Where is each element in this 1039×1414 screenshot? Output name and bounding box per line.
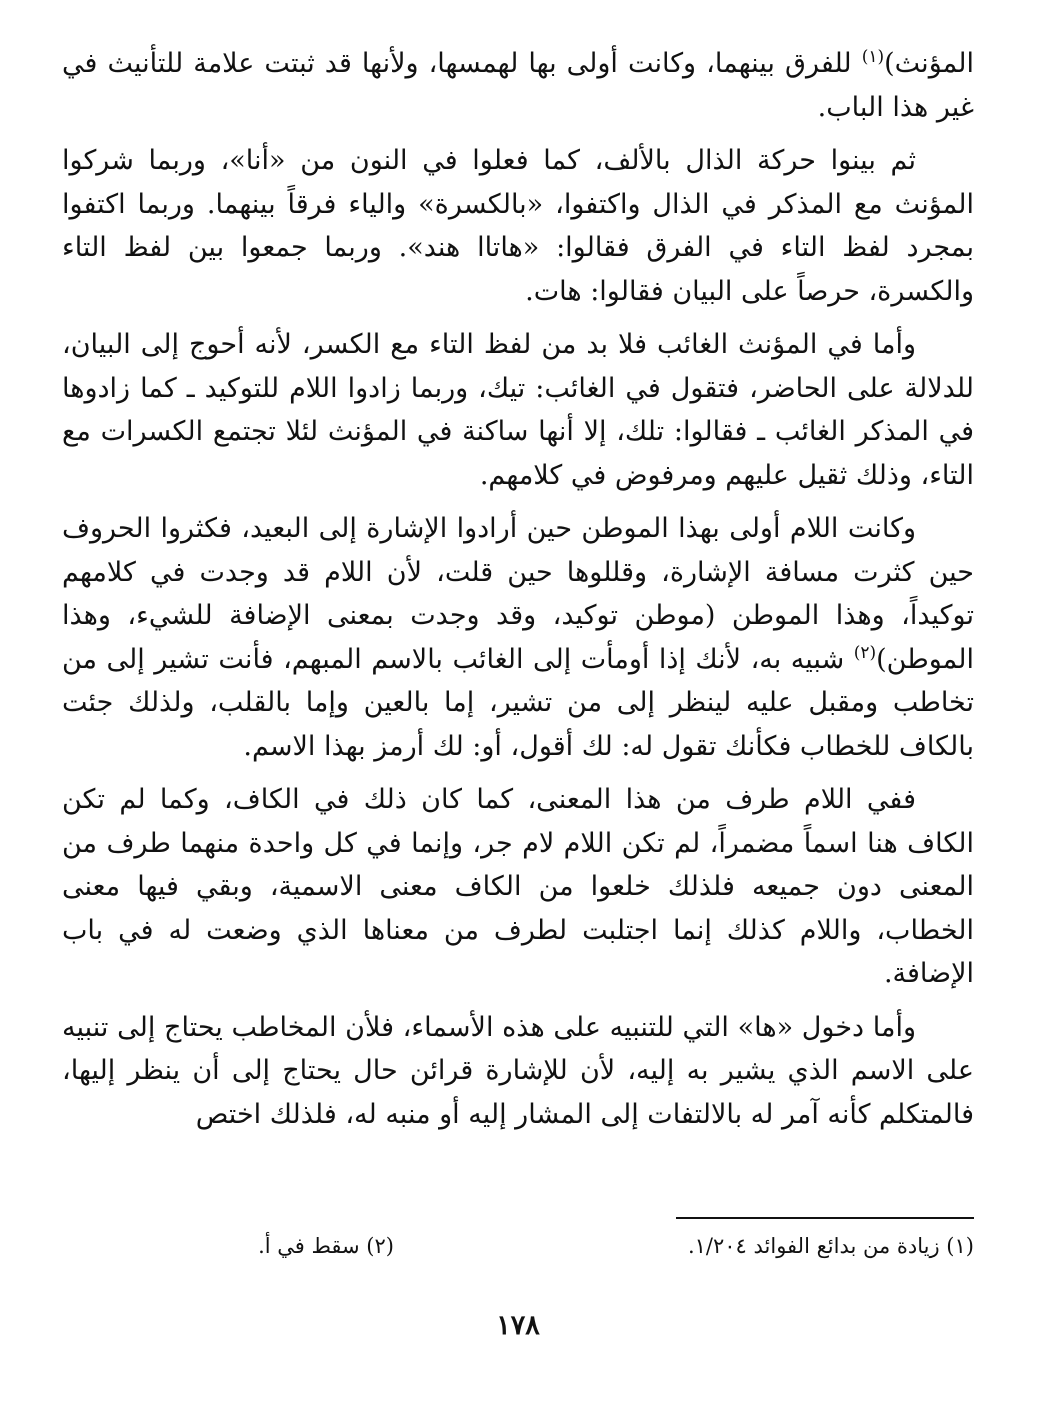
paragraph-4 [62, 507, 974, 768]
footnote-ref-2: (٢) [853, 642, 877, 663]
paragraph-3: وأما في المؤنث الغائب فلا بد من لفظ التاء مع الكسر، لأنه أحوج إلى البيان، للدلالة على الحاضر، فتقول في الغائب: تيك، وربما زادوا اللام للتوكيد ـ كما زادوها في المذكر الغائب ـ فقالوا: تلك، إلا أنها ساكنة في المؤنث لئلا تجتمع الكسرات مع التاء، وذلك ثقيل عليهم ومرفوض في كلامهم. [62, 329, 974, 491]
paragraph-5: ففي اللام طرف من هذا المعنى، كما كان ذلك في الكاف، وكما لم تكن الكاف هنا اسماً مضمراً، لم تكن اللام لام جر، وإنما في كل واحدة منهما طرف من المعنى دون جميعه فلذلك خلعوا من الكاف معنى الاسمية، وبقي فيها معنى الخطاب، واللام كذلك إنما اجتلبت لطرف من معناها الذي وضعت له في باب الإضافة. [62, 784, 974, 989]
footnote-2: (٢) سقط في أ. [258, 1234, 394, 1258]
paragraph-4-text-end: شبيه به، لأنك إذا أومأت إلى الغائب بالاسم المبهم، فأنت تشير إلى من تخاطب ومقبل عليه لينظر إلى من تشير، إما بالعين وإما بالقلب، ولذلك جئت بالكاف للخطاب فكأنك تقول له: لك أقول، أو: لك أرمز بهذا الاسم. [62, 643, 974, 762]
footnote-ref-1: (١) [861, 47, 885, 67]
page-number: ١٧٨ [496, 1310, 540, 1341]
paragraph-4-text-start: وكانت اللام أولى بهذا الموطن حين أرادوا الإشارة إلى البعيد، فكثروا الحروف حين كثرت مسافة الإشارة، وقللوها حين قلت، لأن اللام قد وجدت في كلامهم توكيداً، وهذا الموطن (موطن توكيد، وقد وجدت بمعنى الإضافة للشيء، وهذا الموطن) [62, 513, 974, 675]
paragraph-1-text-end: للفرق بينهما، وكانت أولى بها لهمسها، ولأنها قد ثبتت علامة للتأنيث في غير هذا الباب. [62, 48, 974, 123]
footnote-1: (١) زيادة من بدائع الفوائد ١/٢٠٤. [687, 1234, 974, 1258]
footnote-separator [676, 1217, 974, 1219]
paragraph-2: ثم بينوا حركة الذال بالألف، كما فعلوا في النون من «أنا»، وربما شركوا المؤنث مع المذكر في الذال واكتفوا، «بالكسرة» والياء فرقاً بينهما. وربما اكتفوا بمجرد لفظ التاء في الفرق فقالوا: «هاتاا هند». وربما جمعوا بين لفظ التاء والكسرة، حرصاً على البيان فقالوا: هات. [62, 145, 974, 307]
paragraph-6: وأما دخول «ها» التي للتنبيه على هذه الأسماء، فلأن المخاطب يحتاج إلى تنبيه على الاسم الذي يشير به إليه، لأن للإشارة قرائن حال يحتاج إلى أن ينظر إليها، فالمتكلم كأنه آمر له بالالتفات إلى المشار إليه أو منبه له، فلذلك اختص [62, 1011, 974, 1130]
paragraph-1-text-start: المؤنث) [884, 48, 974, 79]
footnotes [62, 1234, 974, 1274]
book-page [62, 42, 974, 1382]
paragraph-1 [62, 42, 974, 129]
